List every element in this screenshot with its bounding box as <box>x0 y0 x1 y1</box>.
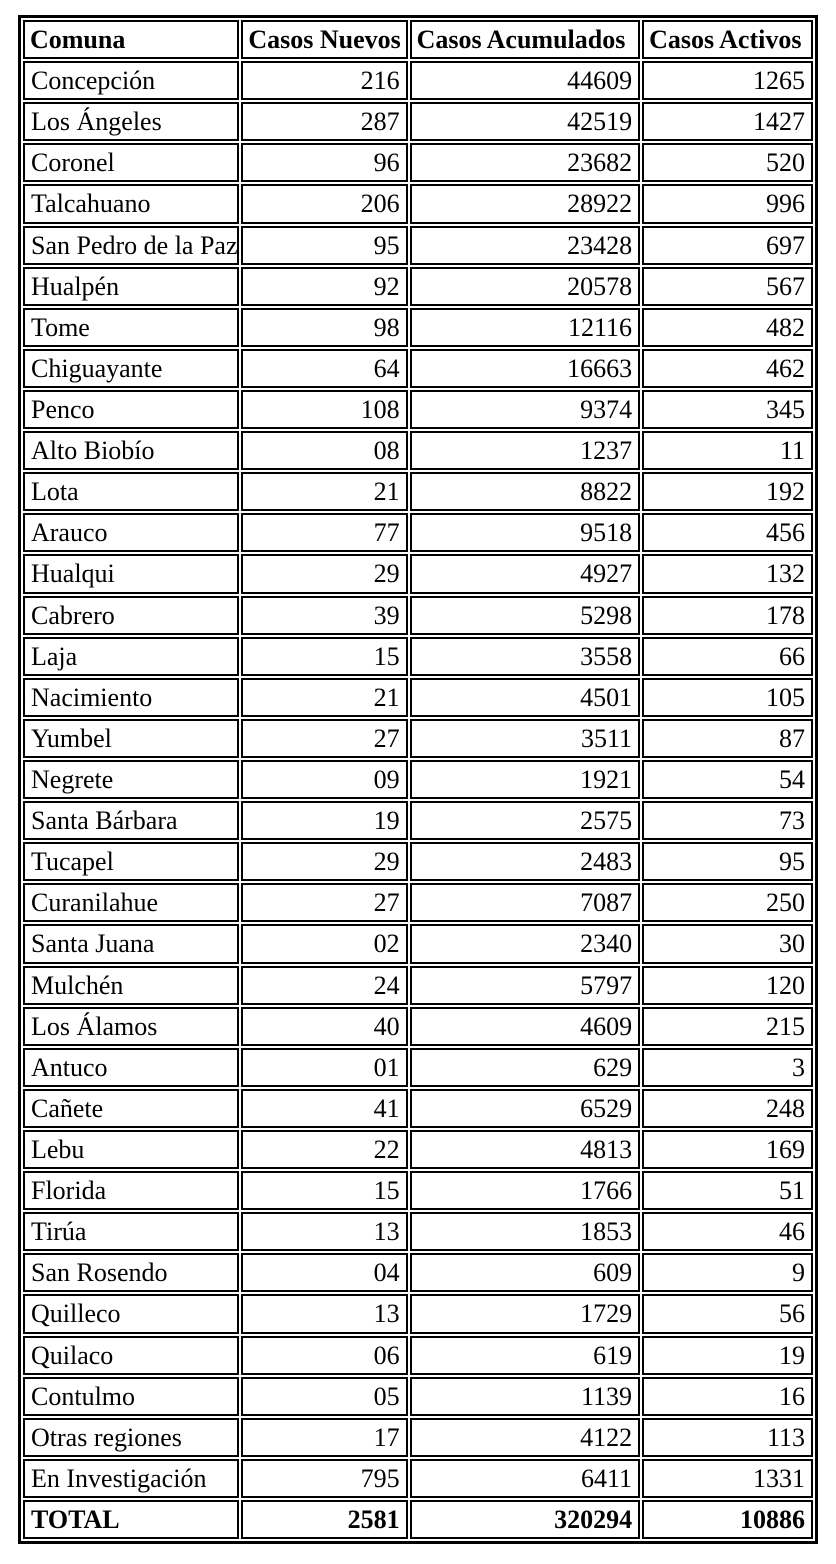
table-row <box>23 1048 813 1087</box>
table-row <box>23 184 813 223</box>
comuna-cell: Tome <box>23 308 239 347</box>
comuna-cell: Coronel <box>23 143 239 182</box>
comuna-cell: Cabrero <box>23 596 239 635</box>
column-header-comuna: Comuna <box>23 20 239 59</box>
casos-acumulados-cell: 1921 <box>410 760 640 799</box>
table-row <box>23 61 813 100</box>
casos-nuevos-cell: 21 <box>241 678 407 717</box>
table-row <box>23 637 813 676</box>
casos-activos-cell: 66 <box>642 637 813 676</box>
casos-acumulados-cell: 1237 <box>410 431 640 470</box>
casos-acumulados-cell: 9374 <box>410 390 640 429</box>
casos-acumulados-cell: 42519 <box>410 102 640 141</box>
casos-nuevos-cell: 27 <box>241 883 407 922</box>
casos-activos-cell: 250 <box>642 883 813 922</box>
casos-acumulados-cell: 16663 <box>410 349 640 388</box>
casos-acumulados-cell: 44609 <box>410 61 640 100</box>
casos-activos-cell: 11 <box>642 431 813 470</box>
comuna-cell: Otras regiones <box>23 1418 239 1457</box>
casos-activos-cell: 1331 <box>642 1459 813 1498</box>
casos-activos-cell: 9 <box>642 1253 813 1292</box>
casos-nuevos-cell: 05 <box>241 1377 407 1416</box>
casos-acumulados-cell: 2483 <box>410 842 640 881</box>
comuna-cell: Antuco <box>23 1048 239 1087</box>
casos-nuevos-cell: 216 <box>241 61 407 100</box>
table-row <box>23 102 813 141</box>
comuna-cell: Quilleco <box>23 1294 239 1333</box>
casos-nuevos-cell: 92 <box>241 267 407 306</box>
column-header-casos-acumulados: Casos Acumulados <box>410 20 640 59</box>
casos-acumulados-cell: 6529 <box>410 1089 640 1128</box>
casos-acumulados-cell: 619 <box>410 1336 640 1375</box>
casos-acumulados-cell: 2575 <box>410 801 640 840</box>
table-row <box>23 801 813 840</box>
casos-nuevos-cell: 96 <box>241 143 407 182</box>
casos-activos-cell: 1265 <box>642 61 813 100</box>
casos-activos-cell: 520 <box>642 143 813 182</box>
table-row <box>23 966 813 1005</box>
casos-nuevos-cell: 13 <box>241 1294 407 1333</box>
casos-nuevos-cell: 15 <box>241 637 407 676</box>
total-casos-activos-cell: 10886 <box>642 1500 813 1539</box>
table-row <box>23 349 813 388</box>
casos-activos-cell: 16 <box>642 1377 813 1416</box>
table-row <box>23 1253 813 1292</box>
comuna-cell: Los Álamos <box>23 1007 239 1046</box>
comuna-cell: Negrete <box>23 760 239 799</box>
casos-nuevos-cell: 39 <box>241 596 407 635</box>
casos-nuevos-cell: 04 <box>241 1253 407 1292</box>
table-row <box>23 390 813 429</box>
casos-nuevos-cell: 13 <box>241 1212 407 1251</box>
comuna-cell: Tucapel <box>23 842 239 881</box>
comuna-cell: Nacimiento <box>23 678 239 717</box>
comuna-cell: Mulchén <box>23 966 239 1005</box>
comuna-cell: Los Ángeles <box>23 102 239 141</box>
casos-acumulados-cell: 12116 <box>410 308 640 347</box>
total-row <box>23 1500 813 1539</box>
comuna-cell: Arauco <box>23 513 239 552</box>
comuna-cell: Concepción <box>23 61 239 100</box>
casos-acumulados-cell: 23682 <box>410 143 640 182</box>
comuna-cell: Santa Juana <box>23 924 239 963</box>
comuna-cell: Penco <box>23 390 239 429</box>
casos-nuevos-cell: 41 <box>241 1089 407 1128</box>
table-row <box>23 431 813 470</box>
comuna-cell: San Pedro de la Paz <box>23 226 239 265</box>
casos-acumulados-cell: 4609 <box>410 1007 640 1046</box>
casos-activos-cell: 73 <box>642 801 813 840</box>
comuna-cell: Curanilahue <box>23 883 239 922</box>
casos-nuevos-cell: 06 <box>241 1336 407 1375</box>
casos-nuevos-cell: 95 <box>241 226 407 265</box>
casos-nuevos-cell: 29 <box>241 554 407 593</box>
table-row <box>23 554 813 593</box>
table-row <box>23 143 813 182</box>
casos-acumulados-cell: 28922 <box>410 184 640 223</box>
casos-nuevos-cell: 01 <box>241 1048 407 1087</box>
comuna-cell: Tirúa <box>23 1212 239 1251</box>
casos-nuevos-cell: 64 <box>241 349 407 388</box>
casos-activos-cell: 248 <box>642 1089 813 1128</box>
casos-activos-cell: 30 <box>642 924 813 963</box>
casos-activos-cell: 3 <box>642 1048 813 1087</box>
casos-activos-cell: 132 <box>642 554 813 593</box>
comuna-cell: Hualpén <box>23 267 239 306</box>
casos-acumulados-cell: 609 <box>410 1253 640 1292</box>
casos-activos-cell: 345 <box>642 390 813 429</box>
casos-activos-cell: 105 <box>642 678 813 717</box>
casos-nuevos-cell: 19 <box>241 801 407 840</box>
casos-nuevos-cell: 27 <box>241 719 407 758</box>
casos-nuevos-cell: 40 <box>241 1007 407 1046</box>
table-row <box>23 472 813 511</box>
casos-acumulados-cell: 3511 <box>410 719 640 758</box>
casos-activos-cell: 215 <box>642 1007 813 1046</box>
table-row <box>23 1294 813 1333</box>
table-row <box>23 513 813 552</box>
comuna-cell: Quilaco <box>23 1336 239 1375</box>
casos-nuevos-cell: 29 <box>241 842 407 881</box>
comuna-cell: Yumbel <box>23 719 239 758</box>
total-casos-nuevos-cell: 2581 <box>241 1500 407 1539</box>
casos-acumulados-cell: 1853 <box>410 1212 640 1251</box>
table-row <box>23 308 813 347</box>
table-row <box>23 226 813 265</box>
casos-nuevos-cell: 22 <box>241 1130 407 1169</box>
column-header-casos-nuevos: Casos Nuevos <box>241 20 407 59</box>
table-row <box>23 1336 813 1375</box>
casos-activos-cell: 113 <box>642 1418 813 1457</box>
casos-acumulados-cell: 1766 <box>410 1171 640 1210</box>
casos-activos-cell: 462 <box>642 349 813 388</box>
casos-activos-cell: 178 <box>642 596 813 635</box>
casos-activos-cell: 54 <box>642 760 813 799</box>
casos-activos-cell: 1427 <box>642 102 813 141</box>
casos-activos-cell: 996 <box>642 184 813 223</box>
total-casos-acumulados-cell: 320294 <box>410 1500 640 1539</box>
casos-acumulados-cell: 5298 <box>410 596 640 635</box>
casos-activos-cell: 482 <box>642 308 813 347</box>
casos-acumulados-cell: 1139 <box>410 1377 640 1416</box>
table-row <box>23 1377 813 1416</box>
casos-activos-cell: 56 <box>642 1294 813 1333</box>
casos-acumulados-cell: 4501 <box>410 678 640 717</box>
casos-activos-cell: 192 <box>642 472 813 511</box>
casos-nuevos-cell: 15 <box>241 1171 407 1210</box>
table-row <box>23 1089 813 1128</box>
comuna-cell: Talcahuano <box>23 184 239 223</box>
casos-nuevos-cell: 206 <box>241 184 407 223</box>
comuna-cell: Lota <box>23 472 239 511</box>
comuna-cell: Contulmo <box>23 1377 239 1416</box>
casos-nuevos-cell: 17 <box>241 1418 407 1457</box>
casos-nuevos-cell: 08 <box>241 431 407 470</box>
casos-activos-cell: 46 <box>642 1212 813 1251</box>
header-row <box>23 20 813 59</box>
casos-nuevos-cell: 02 <box>241 924 407 963</box>
table-row <box>23 924 813 963</box>
total-label-cell: TOTAL <box>23 1500 239 1539</box>
table-row <box>23 1212 813 1251</box>
casos-acumulados-cell: 2340 <box>410 924 640 963</box>
table-row <box>23 596 813 635</box>
casos-activos-cell: 51 <box>642 1171 813 1210</box>
casos-nuevos-cell: 98 <box>241 308 407 347</box>
casos-acumulados-cell: 4927 <box>410 554 640 593</box>
casos-nuevos-cell: 108 <box>241 390 407 429</box>
casos-nuevos-cell: 287 <box>241 102 407 141</box>
table-row <box>23 678 813 717</box>
table-row <box>23 1459 813 1498</box>
casos-acumulados-cell: 9518 <box>410 513 640 552</box>
table-row <box>23 267 813 306</box>
table-body <box>23 61 813 1498</box>
casos-activos-cell: 456 <box>642 513 813 552</box>
table-row <box>23 1418 813 1457</box>
comuna-cell: San Rosendo <box>23 1253 239 1292</box>
casos-acumulados-cell: 20578 <box>410 267 640 306</box>
casos-activos-cell: 120 <box>642 966 813 1005</box>
column-header-casos-activos: Casos Activos <box>642 20 813 59</box>
casos-nuevos-cell: 09 <box>241 760 407 799</box>
table-row <box>23 1171 813 1210</box>
table-row <box>23 719 813 758</box>
casos-acumulados-cell: 4122 <box>410 1418 640 1457</box>
table-row <box>23 1007 813 1046</box>
casos-acumulados-cell: 8822 <box>410 472 640 511</box>
comuna-cell: Cañete <box>23 1089 239 1128</box>
table-row <box>23 842 813 881</box>
comuna-cell: Alto Biobío <box>23 431 239 470</box>
casos-activos-cell: 87 <box>642 719 813 758</box>
casos-activos-cell: 169 <box>642 1130 813 1169</box>
comuna-cell: Florida <box>23 1171 239 1210</box>
casos-acumulados-cell: 4813 <box>410 1130 640 1169</box>
casos-acumulados-cell: 7087 <box>410 883 640 922</box>
table-row <box>23 760 813 799</box>
casos-nuevos-cell: 77 <box>241 513 407 552</box>
comuna-cell: Hualqui <box>23 554 239 593</box>
casos-acumulados-cell: 6411 <box>410 1459 640 1498</box>
comuna-cell: Santa Bárbara <box>23 801 239 840</box>
comuna-cell: Lebu <box>23 1130 239 1169</box>
casos-acumulados-cell: 23428 <box>410 226 640 265</box>
casos-nuevos-cell: 21 <box>241 472 407 511</box>
casos-activos-cell: 567 <box>642 267 813 306</box>
casos-activos-cell: 697 <box>642 226 813 265</box>
comuna-cell: Laja <box>23 637 239 676</box>
casos-activos-cell: 19 <box>642 1336 813 1375</box>
comuna-cell: Chiguayante <box>23 349 239 388</box>
casos-acumulados-cell: 5797 <box>410 966 640 1005</box>
casos-acumulados-cell: 3558 <box>410 637 640 676</box>
casos-nuevos-cell: 795 <box>241 1459 407 1498</box>
comuna-cell: En Investigación <box>23 1459 239 1498</box>
covid-cases-by-comuna-table <box>18 15 818 1544</box>
casos-acumulados-cell: 629 <box>410 1048 640 1087</box>
table-row <box>23 1130 813 1169</box>
casos-nuevos-cell: 24 <box>241 966 407 1005</box>
casos-activos-cell: 95 <box>642 842 813 881</box>
table-row <box>23 883 813 922</box>
casos-acumulados-cell: 1729 <box>410 1294 640 1333</box>
